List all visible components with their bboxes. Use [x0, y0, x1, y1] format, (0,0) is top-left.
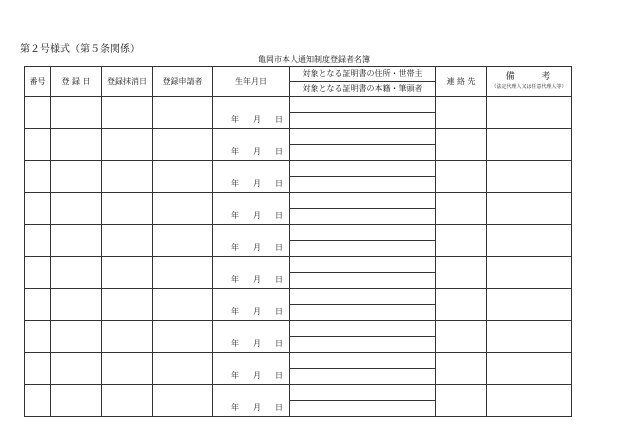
address-householder-cell[interactable] — [290, 97, 436, 113]
table-row — [25, 257, 572, 273]
header-registration-date: 登 録 日 — [51, 67, 102, 97]
registration-date-cell[interactable] — [51, 289, 102, 321]
remarks-cell[interactable] — [487, 129, 572, 161]
birthdate-cell[interactable] — [213, 385, 290, 417]
applicant-cell[interactable] — [153, 193, 213, 225]
cancel-date-cell[interactable] — [102, 161, 153, 193]
birthdate-cell[interactable] — [213, 321, 290, 353]
year-unit: 年 — [231, 179, 239, 188]
number-cell[interactable] — [25, 385, 51, 417]
honseki-head-cell[interactable] — [290, 241, 436, 257]
document-title: 亀岡市本人通知制度登録者名簿 — [258, 55, 370, 64]
registration-date-cell[interactable] — [51, 257, 102, 289]
remarks-cell[interactable] — [487, 225, 572, 257]
month-unit: 月 — [253, 307, 261, 316]
applicant-cell[interactable] — [153, 129, 213, 161]
honseki-head-cell[interactable] — [290, 177, 436, 193]
cancel-date-cell[interactable] — [102, 257, 153, 289]
cancel-date-cell[interactable] — [102, 289, 153, 321]
month-unit: 月 — [253, 211, 261, 220]
contact-cell[interactable] — [436, 193, 487, 225]
birthdate-cell[interactable] — [213, 161, 290, 193]
contact-cell[interactable] — [436, 225, 487, 257]
month-unit: 月 — [253, 243, 261, 252]
day-unit: 日 — [275, 307, 283, 316]
honseki-head-cell[interactable] — [290, 369, 436, 385]
contact-cell[interactable] — [436, 97, 487, 129]
month-unit: 月 — [253, 115, 261, 124]
applicant-cell[interactable] — [153, 161, 213, 193]
year-unit: 年 — [231, 115, 239, 124]
registration-date-cell[interactable] — [51, 321, 102, 353]
address-householder-cell[interactable] — [290, 321, 436, 337]
day-unit: 日 — [275, 179, 283, 188]
year-unit: 年 — [231, 307, 239, 316]
registration-date-cell[interactable] — [51, 97, 102, 129]
header-number: 番号 — [25, 67, 51, 97]
day-unit: 日 — [275, 115, 283, 124]
day-unit: 日 — [275, 403, 283, 412]
cancel-date-cell[interactable] — [102, 97, 153, 129]
honseki-head-cell[interactable] — [290, 305, 436, 321]
table-row — [25, 161, 572, 177]
cancel-date-cell[interactable] — [102, 385, 153, 417]
birthdate-cell[interactable] — [213, 225, 290, 257]
birthdate-cell[interactable] — [213, 97, 290, 129]
table-body — [25, 67, 572, 417]
month-unit: 月 — [253, 147, 261, 156]
contact-cell[interactable] — [436, 289, 487, 321]
month-unit: 月 — [253, 179, 261, 188]
honseki-head-cell[interactable] — [290, 401, 436, 417]
number-cell[interactable] — [25, 193, 51, 225]
contact-cell[interactable] — [436, 161, 487, 193]
month-unit: 月 — [253, 275, 261, 284]
header-row — [25, 67, 572, 82]
month-unit: 月 — [253, 371, 261, 380]
day-unit: 日 — [275, 147, 283, 156]
applicant-cell[interactable] — [153, 353, 213, 385]
honseki-head-cell[interactable] — [290, 145, 436, 161]
header-address-householder: 対象となる証明書の住所・世帯主 — [290, 67, 436, 82]
birthdate-cell[interactable] — [213, 289, 290, 321]
registration-date-cell[interactable] — [51, 353, 102, 385]
header-applicant: 登録申請者 — [153, 67, 213, 97]
contact-cell[interactable] — [436, 353, 487, 385]
day-unit: 日 — [275, 371, 283, 380]
address-householder-cell[interactable] — [290, 225, 436, 241]
table-row — [25, 129, 572, 145]
applicant-cell[interactable] — [153, 321, 213, 353]
table-row — [25, 225, 572, 241]
year-unit: 年 — [231, 147, 239, 156]
contact-cell[interactable] — [436, 129, 487, 161]
honseki-head-cell[interactable] — [290, 209, 436, 225]
address-householder-cell[interactable] — [290, 385, 436, 401]
year-unit: 年 — [231, 243, 239, 252]
remarks-cell[interactable] — [487, 321, 572, 353]
form-number-label: 第２号様式（第５条関係） — [20, 44, 140, 55]
table-row — [25, 289, 572, 305]
year-unit: 年 — [231, 371, 239, 380]
year-unit: 年 — [231, 339, 239, 348]
registration-date-cell[interactable] — [51, 129, 102, 161]
day-unit: 日 — [275, 211, 283, 220]
cancel-date-cell[interactable] — [102, 353, 153, 385]
applicant-cell[interactable] — [153, 385, 213, 417]
table-row — [25, 97, 572, 113]
remarks-cell[interactable] — [487, 97, 572, 129]
cancel-date-cell[interactable] — [102, 225, 153, 257]
registration-date-cell[interactable] — [51, 193, 102, 225]
registrant-register-table — [24, 66, 572, 417]
birthdate-cell[interactable] — [213, 129, 290, 161]
contact-cell[interactable] — [436, 385, 487, 417]
cancel-date-cell[interactable] — [102, 193, 153, 225]
number-cell[interactable] — [25, 225, 51, 257]
applicant-cell[interactable] — [153, 289, 213, 321]
address-householder-cell[interactable] — [290, 353, 436, 369]
honseki-head-cell[interactable] — [290, 113, 436, 129]
registration-date-cell[interactable] — [51, 225, 102, 257]
applicant-cell[interactable] — [153, 225, 213, 257]
contact-cell[interactable] — [436, 321, 487, 353]
year-unit: 年 — [231, 211, 239, 220]
header-cancel-date: 登録抹消日 — [102, 67, 153, 97]
remarks-note: （法定代理人又は任意代理人等） — [491, 84, 567, 90]
remarks-label: 備 考 — [505, 72, 563, 82]
cancel-date-cell[interactable] — [102, 321, 153, 353]
remarks-cell[interactable] — [487, 257, 572, 289]
number-cell[interactable] — [25, 257, 51, 289]
header-honseki-head: 対象となる証明書の本籍・筆頭者 — [290, 82, 436, 97]
year-unit: 年 — [231, 403, 239, 412]
header-remarks — [487, 67, 572, 97]
table-row — [25, 193, 572, 209]
day-unit: 日 — [275, 275, 283, 284]
applicant-cell[interactable] — [153, 257, 213, 289]
registration-date-cell[interactable] — [51, 385, 102, 417]
birthdate-cell[interactable] — [213, 193, 290, 225]
number-cell[interactable] — [25, 161, 51, 193]
header-contact: 連 絡 先 — [436, 67, 487, 97]
table-row — [25, 385, 572, 401]
number-cell[interactable] — [25, 129, 51, 161]
year-unit: 年 — [231, 275, 239, 284]
month-unit: 月 — [253, 339, 261, 348]
address-householder-cell[interactable] — [290, 129, 436, 145]
address-householder-cell[interactable] — [290, 161, 436, 177]
birthdate-cell[interactable] — [213, 353, 290, 385]
birthdate-cell[interactable] — [213, 257, 290, 289]
address-householder-cell[interactable] — [290, 193, 436, 209]
day-unit: 日 — [275, 243, 283, 252]
table-row — [25, 353, 572, 369]
applicant-cell[interactable] — [153, 97, 213, 129]
month-unit: 月 — [253, 403, 261, 412]
remarks-cell[interactable] — [487, 289, 572, 321]
honseki-head-cell[interactable] — [290, 273, 436, 289]
honseki-head-cell[interactable] — [290, 337, 436, 353]
remarks-cell[interactable] — [487, 193, 572, 225]
registration-date-cell[interactable] — [51, 161, 102, 193]
contact-cell[interactable] — [436, 257, 487, 289]
day-unit: 日 — [275, 339, 283, 348]
remarks-cell[interactable] — [487, 161, 572, 193]
number-cell[interactable] — [25, 97, 51, 129]
table-row — [25, 321, 572, 337]
address-householder-cell[interactable] — [290, 289, 436, 305]
remarks-cell[interactable] — [487, 353, 572, 385]
number-cell[interactable] — [25, 321, 51, 353]
header-birthdate: 生年月日 — [213, 67, 290, 97]
remarks-cell[interactable] — [487, 385, 572, 417]
address-householder-cell[interactable] — [290, 257, 436, 273]
cancel-date-cell[interactable] — [102, 129, 153, 161]
number-cell[interactable] — [25, 353, 51, 385]
number-cell[interactable] — [25, 289, 51, 321]
